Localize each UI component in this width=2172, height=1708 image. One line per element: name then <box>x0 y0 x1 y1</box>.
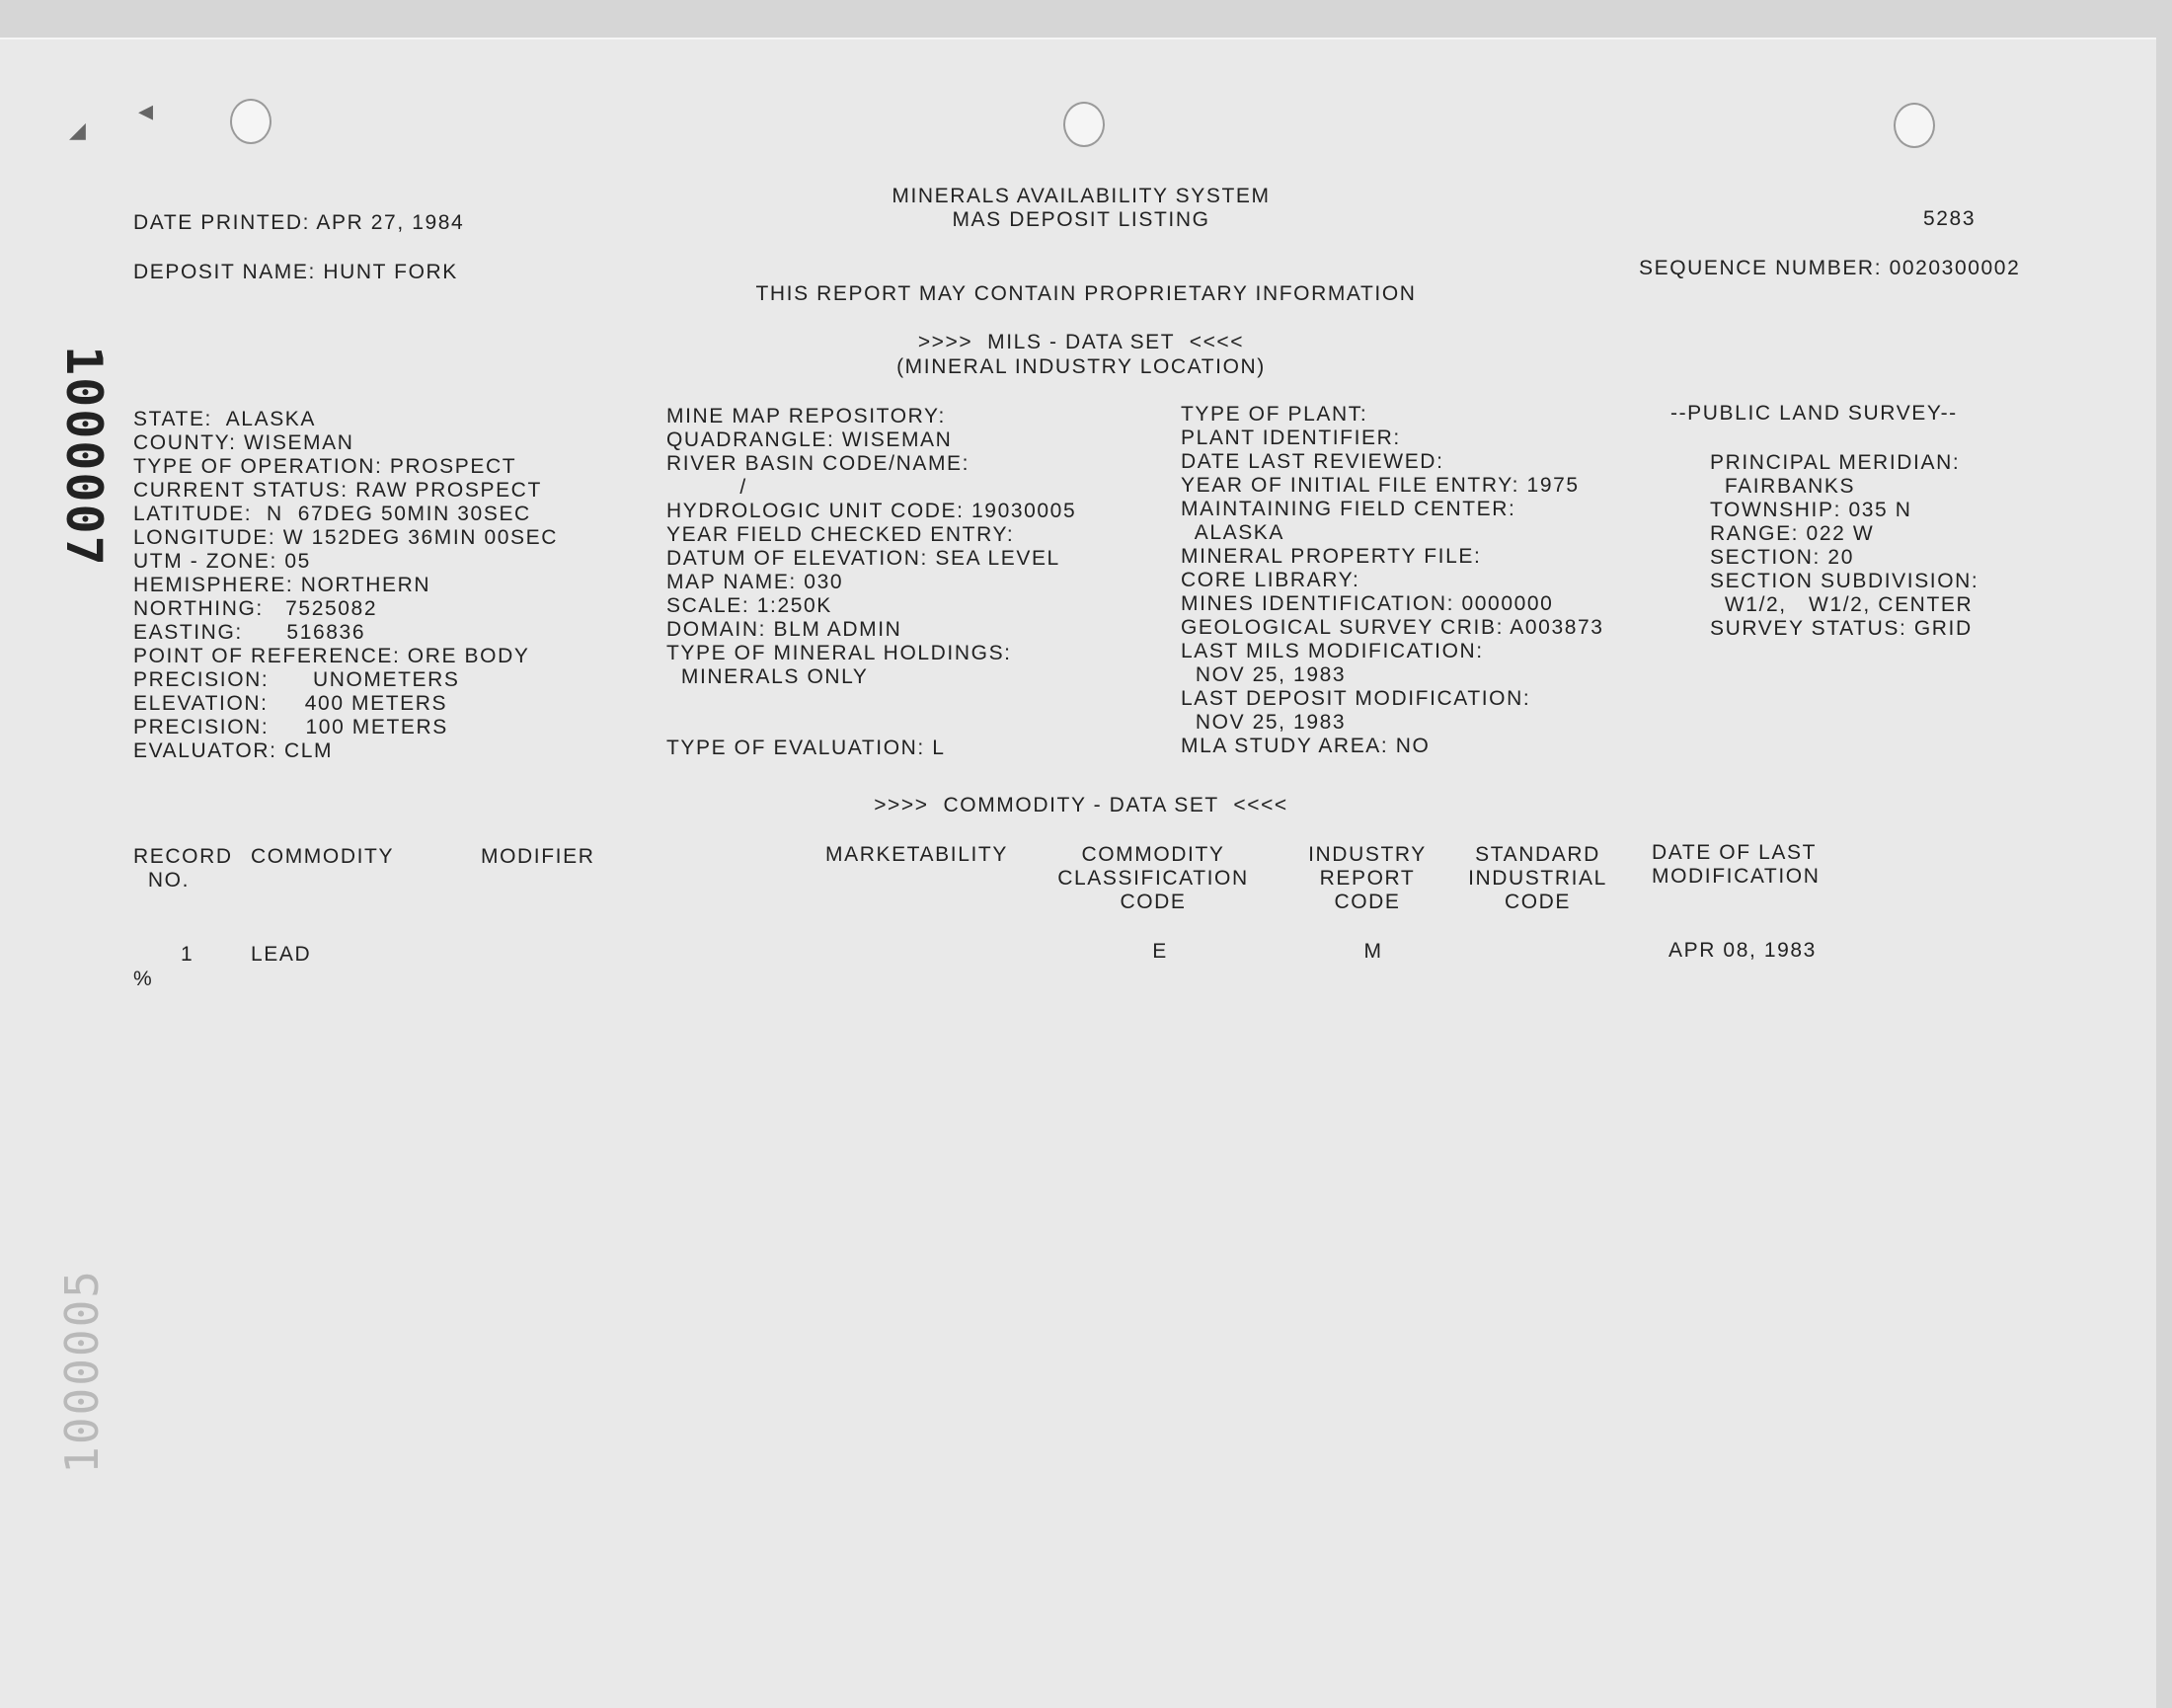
field-line: LAST DEPOSIT MODIFICATION: <box>1181 687 1531 710</box>
listing-title: MAS DEPOSIT LISTING <box>952 208 1210 231</box>
field-line: HEMISPHERE: NORTHERN <box>133 574 431 596</box>
field-line <box>666 713 1076 737</box>
field-line: / <box>666 476 747 499</box>
deposit-name: DEPOSIT NAME: HUNT FORK <box>133 261 458 283</box>
field-line: EASTING: 516836 <box>133 621 366 644</box>
sequence-number: SEQUENCE NUMBER: 0020300002 <box>1639 257 2021 279</box>
field-line: W1/2, W1/2, CENTER <box>1710 593 1974 616</box>
field-line: SURVEY STATUS: GRID <box>1710 617 1973 640</box>
punch-hole <box>230 99 272 144</box>
public-land-survey-heading: --PUBLIC LAND SURVEY-- <box>1670 402 1958 425</box>
field-line: LATITUDE: N 67DEG 50MIN 30SEC <box>133 503 531 525</box>
header-standard-industrial-code: STANDARD INDUSTRIAL CODE <box>1468 843 1607 913</box>
field-line: SECTION: 20 <box>1710 546 1854 569</box>
field-line: CORE LIBRARY: <box>1181 569 1360 591</box>
row-commodity: LEAD <box>251 943 312 966</box>
header-marketability: MARKETABILITY <box>825 843 1008 866</box>
location-column <box>133 408 558 763</box>
field-line: UTM - ZONE: 05 <box>133 550 311 573</box>
field-line: LONGITUDE: W 152DEG 36MIN 00SEC <box>133 526 559 549</box>
field-line <box>666 689 1076 713</box>
field-line: TYPE OF EVALUATION: L <box>666 737 946 759</box>
field-line: POINT OF REFERENCE: ORE BODY <box>133 645 530 667</box>
header-modifier: MODIFIER <box>481 845 595 868</box>
field-line: MINERAL PROPERTY FILE: <box>1181 545 1482 568</box>
ink-mark: ◢ <box>69 118 86 143</box>
field-line: MINERALS ONLY <box>666 665 869 688</box>
field-line: MINES IDENTIFICATION: 0000000 <box>1181 592 1554 615</box>
field-line: ALASKA <box>1181 521 1285 544</box>
plant-column <box>1181 403 1604 758</box>
field-line: NORTHING: 7525082 <box>133 597 378 620</box>
field-line: FAIRBANKS <box>1710 475 1856 498</box>
system-title: MINERALS AVAILABILITY SYSTEM <box>892 185 1271 207</box>
page-stamp: 1000007 <box>55 346 113 568</box>
field-line: MAINTAINING FIELD CENTER: <box>1181 498 1516 520</box>
field-line: CURRENT STATUS: RAW PROSPECT <box>133 479 542 502</box>
row-date: APR 08, 1983 <box>1668 939 1817 962</box>
field-line: RANGE: 022 W <box>1710 522 1875 545</box>
header-record-no: RECORD NO. <box>133 845 233 892</box>
map-column <box>666 405 1076 760</box>
field-line: TOWNSHIP: 035 N <box>1710 499 1912 521</box>
proprietary-notice: THIS REPORT MAY CONTAIN PROPRIETARY INFORMATION <box>755 282 1417 305</box>
header-commodity: COMMODITY <box>251 845 395 868</box>
page-number: 5283 <box>1923 207 1977 230</box>
field-line: GEOLOGICAL SURVEY CRIB: A003873 <box>1181 616 1604 639</box>
field-line: TYPE OF OPERATION: PROSPECT <box>133 455 517 478</box>
field-line: MINE MAP REPOSITORY: <box>666 405 946 427</box>
field-line: TYPE OF MINERAL HOLDINGS: <box>666 642 1012 664</box>
land-survey-column <box>1710 451 1978 641</box>
commodity-heading: >>>> COMMODITY - DATA SET <<<< <box>874 794 1288 816</box>
field-line: YEAR OF INITIAL FILE ENTRY: 1975 <box>1181 474 1580 497</box>
field-line: LAST MILS MODIFICATION: <box>1181 640 1484 662</box>
field-line: MLA STUDY AREA: NO <box>1181 735 1431 757</box>
row-industry-report-code: M <box>1363 940 1383 963</box>
field-line: PRINCIPAL MERIDIAN: <box>1710 451 1961 474</box>
field-line: ELEVATION: 400 METERS <box>133 692 448 715</box>
field-line: COUNTY: WISEMAN <box>133 431 354 454</box>
field-line: PRECISION: 100 METERS <box>133 716 448 738</box>
field-line: DATE LAST REVIEWED: <box>1181 450 1444 473</box>
end-marker: % <box>133 968 154 990</box>
row-record-no: 1 <box>181 943 194 966</box>
field-line: PRECISION: UNOMETERS <box>133 668 460 691</box>
field-line: TYPE OF PLANT: <box>1181 403 1368 426</box>
header-classification-code: COMMODITY CLASSIFICATION CODE <box>1057 843 1249 913</box>
ink-mark: ◂ <box>138 94 154 128</box>
field-line: STATE: ALASKA <box>133 408 317 430</box>
field-line: QUADRANGLE: WISEMAN <box>666 428 953 451</box>
field-line: NOV 25, 1983 <box>1181 711 1347 734</box>
field-line: EVALUATOR: CLM <box>133 739 334 762</box>
field-line: DOMAIN: BLM ADMIN <box>666 618 902 641</box>
field-line: HYDROLOGIC UNIT CODE: 19030005 <box>666 500 1077 522</box>
page-stamp-faint: 1000005 <box>55 1269 109 1474</box>
field-line: RIVER BASIN CODE/NAME: <box>666 452 970 475</box>
date-printed: DATE PRINTED: APR 27, 1984 <box>133 211 465 234</box>
field-line: MAP NAME: 030 <box>666 571 844 593</box>
mils-subheading: (MINERAL INDUSTRY LOCATION) <box>896 355 1266 378</box>
field-line: NOV 25, 1983 <box>1181 663 1347 686</box>
header-date-of-last-modification: DATE OF LAST MODIFICATION <box>1652 841 1821 888</box>
field-line: SCALE: 1:250K <box>666 594 832 617</box>
field-line: PLANT IDENTIFIER: <box>1181 427 1401 449</box>
header-industry-report-code: INDUSTRY REPORT CODE <box>1308 843 1427 913</box>
field-line: YEAR FIELD CHECKED ENTRY: <box>666 523 1015 546</box>
row-classification-code: E <box>1152 940 1168 963</box>
field-line: SECTION SUBDIVISION: <box>1710 570 1979 592</box>
punch-hole <box>1063 102 1105 147</box>
field-line: DATUM OF ELEVATION: SEA LEVEL <box>666 547 1060 570</box>
mils-heading: >>>> MILS - DATA SET <<<< <box>917 331 1245 353</box>
punch-hole <box>1894 103 1935 148</box>
